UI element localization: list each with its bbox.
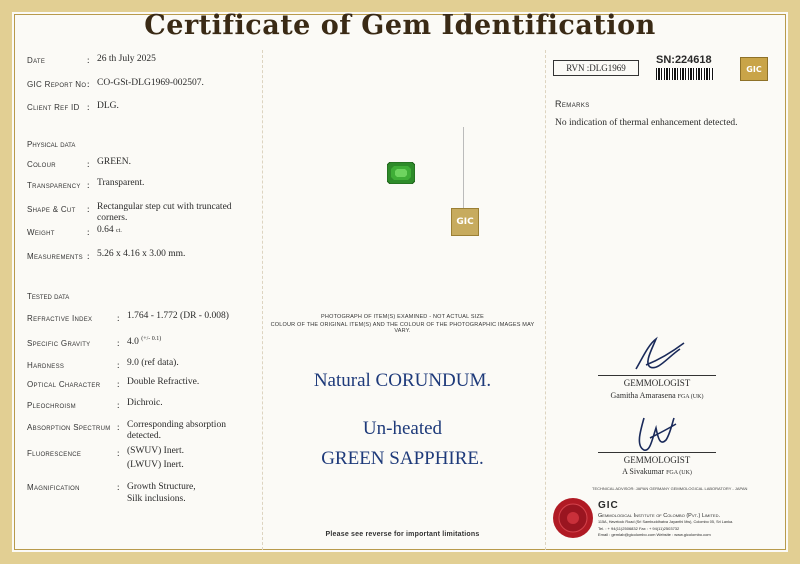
shape-value: Rectangular step cut with truncated corners. [97,202,232,223]
magnification-value-1: Growth Structure, [127,482,196,492]
serial-number: SN:224618 [656,54,712,66]
fluorescence-lw: (LWUV) Inert. [127,460,184,470]
gemmologist-label-2: GEMMOLOGIST [623,455,691,465]
treatment: Un-heated [362,418,443,439]
fluorescence-label: Fluorescence [27,449,82,458]
magnification-label: Magnification [27,483,80,492]
shape-label: Shape & Cut [27,205,76,214]
colon: : [87,55,90,65]
panel-divider-right [545,50,546,550]
weight-number: 0.64 [97,225,114,235]
sg-label: Specific Gravity [27,339,91,348]
barcode [656,68,714,80]
org-name: Gemmological Institute of Colombo (Pvt.) Limited. [598,513,720,519]
colon: : [117,379,120,389]
gemmologist-label-1: GEMMOLOGIST [623,378,691,388]
weight-label: Weight [27,228,55,237]
colon: : [117,338,120,348]
colon: : [87,102,90,112]
colon: : [87,159,90,169]
optical-value: Double Refractive. [127,377,200,387]
colour-value: GREEN. [97,157,132,167]
sg-tolerance: (+/- 0.1) [141,336,162,342]
absorption-label: Absorption Spectrum [27,423,111,432]
technical-advisor: TECHNICAL ADVISOR: JAPAN GERMANY GEMMOLOGICAL LABORATORY - JAPAN [592,486,748,491]
gemstone-photo [387,162,415,184]
measurements-label: Measurements [27,252,83,261]
colon: : [117,448,120,458]
org-short: GIC [598,500,619,511]
report-value: CO-GSt-DLG1969-002507. [97,78,204,88]
pleochroism-value: Dichroic. [127,398,163,408]
magnification-value-2: Silk inclusions. [127,494,186,504]
colon: : [117,482,120,492]
limitations-note: Please see reverse for important limitations [325,531,480,538]
colon: : [117,400,120,410]
rvn-box: RVN :DLG1969 [553,60,639,76]
gemmologist-cred-2: FGA (UK) [666,470,692,476]
hardness-label: Hardness [27,361,65,370]
gemmologist-1 [598,391,716,400]
report-label: GIC Report No [27,80,87,89]
remarks-text: No indication of thermal enhancement detected. [555,118,738,128]
org-phone: Tel. : + 94(11)2506832 Fax : + 94(11)2503732 [598,526,680,531]
measurements-value: 5.26 x 4.16 x 3.00 mm. [97,249,186,259]
gemmologist-name-1: Gamitha Amarasena [610,391,676,400]
client-label: Client Ref ID [27,103,80,112]
certificate-title: Certificate of Gem Identification [144,10,656,41]
physical-heading: Physical data [27,140,76,149]
photo-caption-2: COLOUR OF THE ORIGINAL ITEM(S) AND THE COLOUR OF THE PHOTOGRAPHIC IMAGES MAY VARY. [270,322,535,334]
colon: : [87,180,90,190]
date-label: Date [27,56,46,65]
colon: : [117,313,120,323]
org-email: Email : gemlab@gicolombo.com Website : www.gicolombo.com [598,532,711,537]
weight-value [97,225,122,235]
absorption-value: Corresponding absorption detected. [127,420,226,441]
photo-caption-1: PHOTOGRAPH OF ITEM(S) EXAMINED - NOT ACTUAL SIZE [321,314,484,320]
ri-label: Refractive Index [27,314,93,323]
gemmologist-cred-1: FGA (UK) [677,394,704,400]
transparency-label: Transparency [27,181,81,190]
client-value: DLG. [97,101,119,111]
optical-label: Optical Character [27,380,101,389]
colon: : [117,360,120,370]
signature-line-1 [598,375,716,376]
sg-number: 4.0 [127,337,139,348]
colour-label: Colour [27,160,56,169]
wax-seal-icon [551,496,595,540]
tested-heading: Tested data [27,292,70,301]
colon: : [87,204,90,214]
variety: GREEN SAPPHIRE. [321,448,484,469]
gemmologist-name-2: A Sivakumar [622,467,665,476]
gic-logo-badge: GIC [740,57,768,81]
remarks-heading: Remarks [555,99,590,109]
signature-1 [628,335,688,375]
colon: : [87,79,90,89]
photo-guide-line [463,127,464,212]
panel-divider-left [262,50,263,550]
sg-value [127,336,161,347]
species: Natural CORUNDUM. [313,370,492,391]
gic-hologram: GIC [451,208,479,236]
colon: : [87,251,90,261]
pleochroism-label: Pleochroism [27,401,76,410]
signature-2 [630,412,680,454]
transparency-value: Transparent. [97,178,145,188]
gemmologist-2 [598,467,716,476]
colon: : [117,422,120,432]
hardness-value: 9.0 (ref data). [127,358,179,368]
date-value: 26 th July 2025 [97,54,156,64]
colon: : [87,227,90,237]
signature-line-2 [598,452,716,453]
weight-unit: ct. [116,228,122,234]
org-address: 115A, Havelock Road (Sri Sambuddhatva Jayanthi Mw), Colombo 05, Sri Lanka. [598,520,734,524]
fluorescence-sw: (SWUV) Inert. [127,446,184,456]
ri-value: 1.764 - 1.772 (DR - 0.008) [127,311,229,321]
